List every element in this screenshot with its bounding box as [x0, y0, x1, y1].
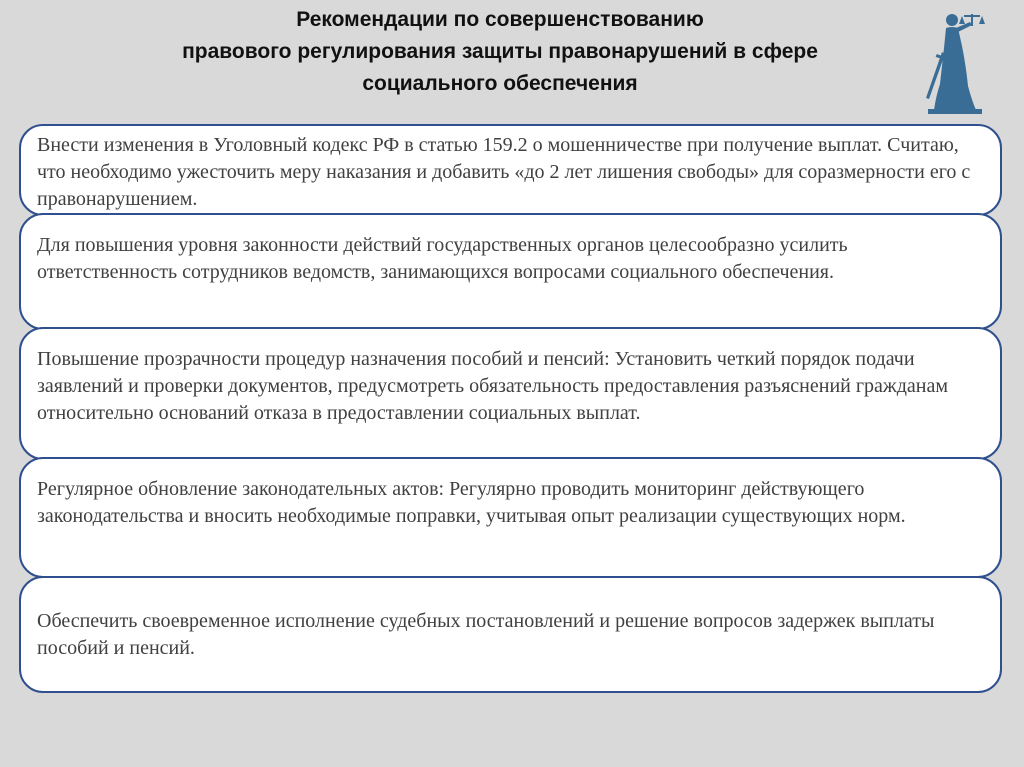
themis-statue-icon: [906, 6, 996, 116]
recommendation-box-4: Регулярное обновление законодательных актов: Регулярно проводить мониторинг действующего законодательства и вносить необходимые поправки, учитывая опыт реализации существующих норм.: [19, 457, 1002, 578]
title-line-2: правового регулирования защиты правонарушений в сфере: [182, 40, 818, 63]
recommendation-box-2: Для повышения уровня законности действий государственных органов целесообразно усилить ответственность сотрудников ведомств, занимающихся вопросами социального обеспечения.: [19, 213, 1002, 330]
recommendation-box-1: Внести изменения в Уголовный кодекс РФ в статью 159.2 о мошенничестве при получение выплат. Считаю, что необходимо ужесточить меру наказания и добавить «до 2 лет лишения свободы» для соразмерности его с правонарушением.: [19, 124, 1002, 216]
title-line-3: социального обеспечения: [362, 72, 638, 95]
title-line-1: Рекомендации по совершенствованию: [296, 8, 704, 31]
slide-title: [110, 4, 890, 100]
recommendation-box-3: Повышение прозрачности процедур назначения пособий и пенсий: Установить четкий порядок подачи заявлений и проверки документов, предусмотреть обязательность предоставления разъяснений гражданам относительно оснований отказа в предоставлении социальных выплат.: [19, 327, 1002, 460]
recommendation-box-5: Обеспечить своевременное исполнение судебных постановлений и решение вопросов задержек выплаты пособий и пенсий.: [19, 576, 1002, 693]
